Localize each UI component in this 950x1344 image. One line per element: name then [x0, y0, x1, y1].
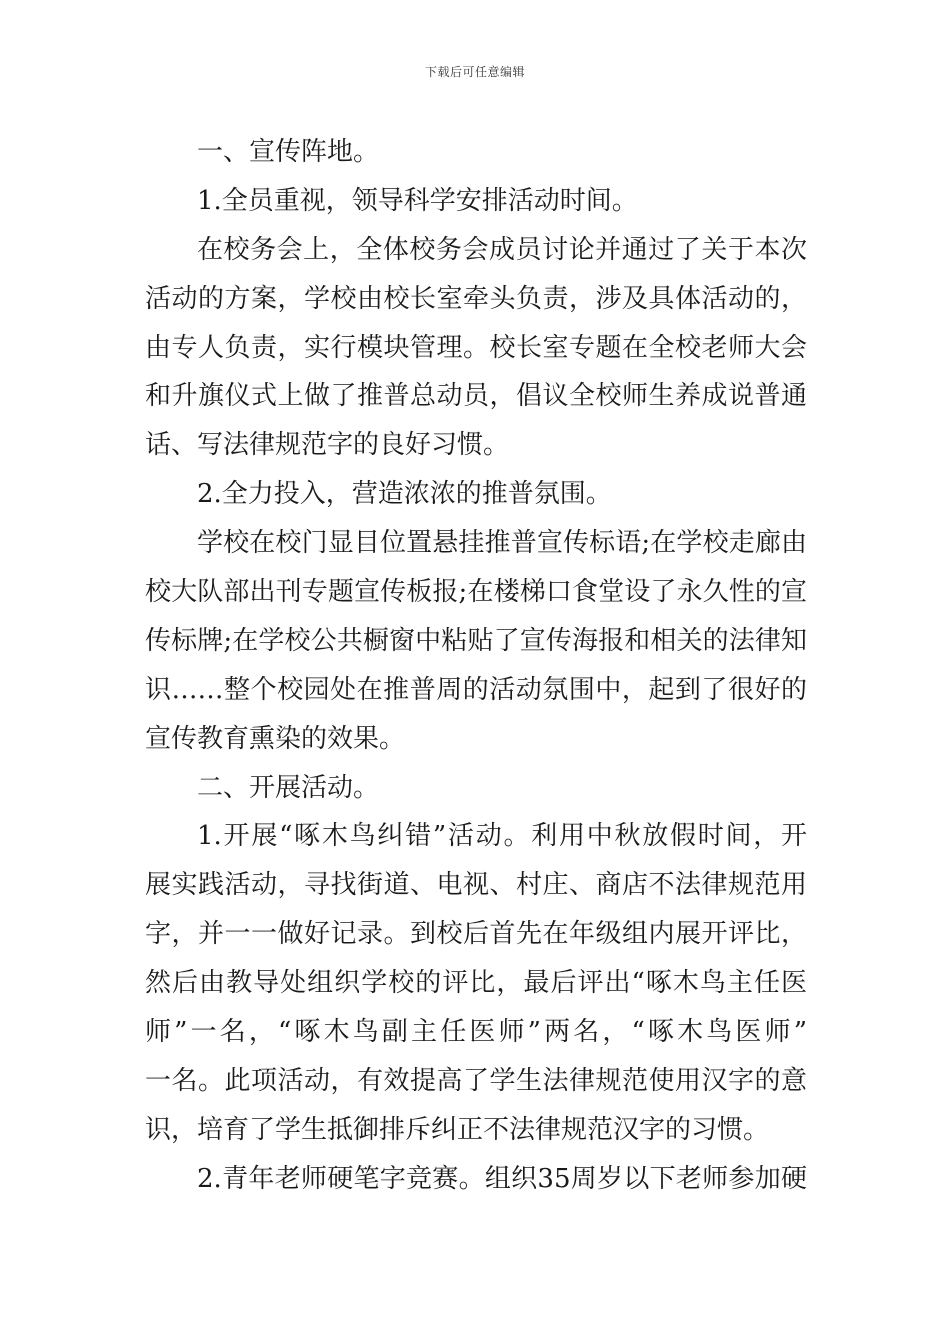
paragraph-line: 1.开展“啄木鸟纠错”活动。利用中秋放假时间，开 — [197, 821, 807, 852]
section-heading-publicity: 一、宣传阵地。 — [197, 137, 380, 167]
paragraph-line: 一名。此项活动，有效提高了学生法律规范使用汉字的意 — [145, 1065, 807, 1096]
paragraph-line: 然后由教导处组织学校的评比，最后评出“啄木鸟主任医 — [145, 968, 807, 999]
paragraph-line: 识，培育了学生抵御排斥纠正不法律规范汉字的习惯。 — [145, 1114, 770, 1145]
section-heading-activities: 二、开展活动。 — [197, 772, 380, 803]
paragraph-line: 2.青年老师硬笔字竞赛。组织35周岁以下老师参加硬 — [197, 1163, 807, 1194]
subheading-atmosphere: 2.全力投入，营造浓浓的推普氛围。 — [197, 479, 612, 510]
paragraph-line: 校大队部出刊专题宣传板报;在楼梯口食堂设了永久性的宣 — [145, 577, 807, 608]
paragraph-line: 宣传教育熏染的效果。 — [145, 723, 406, 754]
paragraph-line: 传标牌;在学校公共橱窗中粘贴了宣传海报和相关的法律知 — [145, 625, 807, 656]
header-note: 下载后可任意编辑 — [424, 65, 525, 79]
paragraph-line: 由专人负责，实行模块管理。校长室专题在全校老师大会 — [145, 332, 807, 363]
paragraph-line: 学校在校门显目位置悬挂推普宣传标语;在学校走廊由 — [197, 528, 807, 559]
paragraph-line: 活动的方案，学校由校长室牵头负责，涉及具体活动的， — [145, 283, 807, 314]
paragraph-line: 字，并一一做好记录。到校后首先在年级组内展开评比， — [145, 919, 807, 950]
paragraph-line: 师”一名，“啄木鸟副主任医师”两名，“啄木鸟医师” — [145, 1017, 807, 1048]
paragraph-line: 识……整个校园处在推普周的活动氛围中，起到了很好的 — [145, 674, 807, 705]
subheading-leadership: 1.全员重视，领导科学安排活动时间。 — [197, 185, 638, 216]
document-body — [145, 128, 807, 1204]
paragraph-line: 和升旗仪式上做了推普总动员，倡议全校师生养成说普通 — [145, 381, 807, 412]
paragraph-line: 展实践活动，寻找街道、电视、村庄、商店不法律规范用 — [145, 870, 807, 901]
paragraph-line: 话、写法律规范字的良好习惯。 — [145, 430, 510, 461]
paragraph-line: 在校务会上，全体校务会成员讨论并通过了关于本次 — [197, 234, 807, 265]
